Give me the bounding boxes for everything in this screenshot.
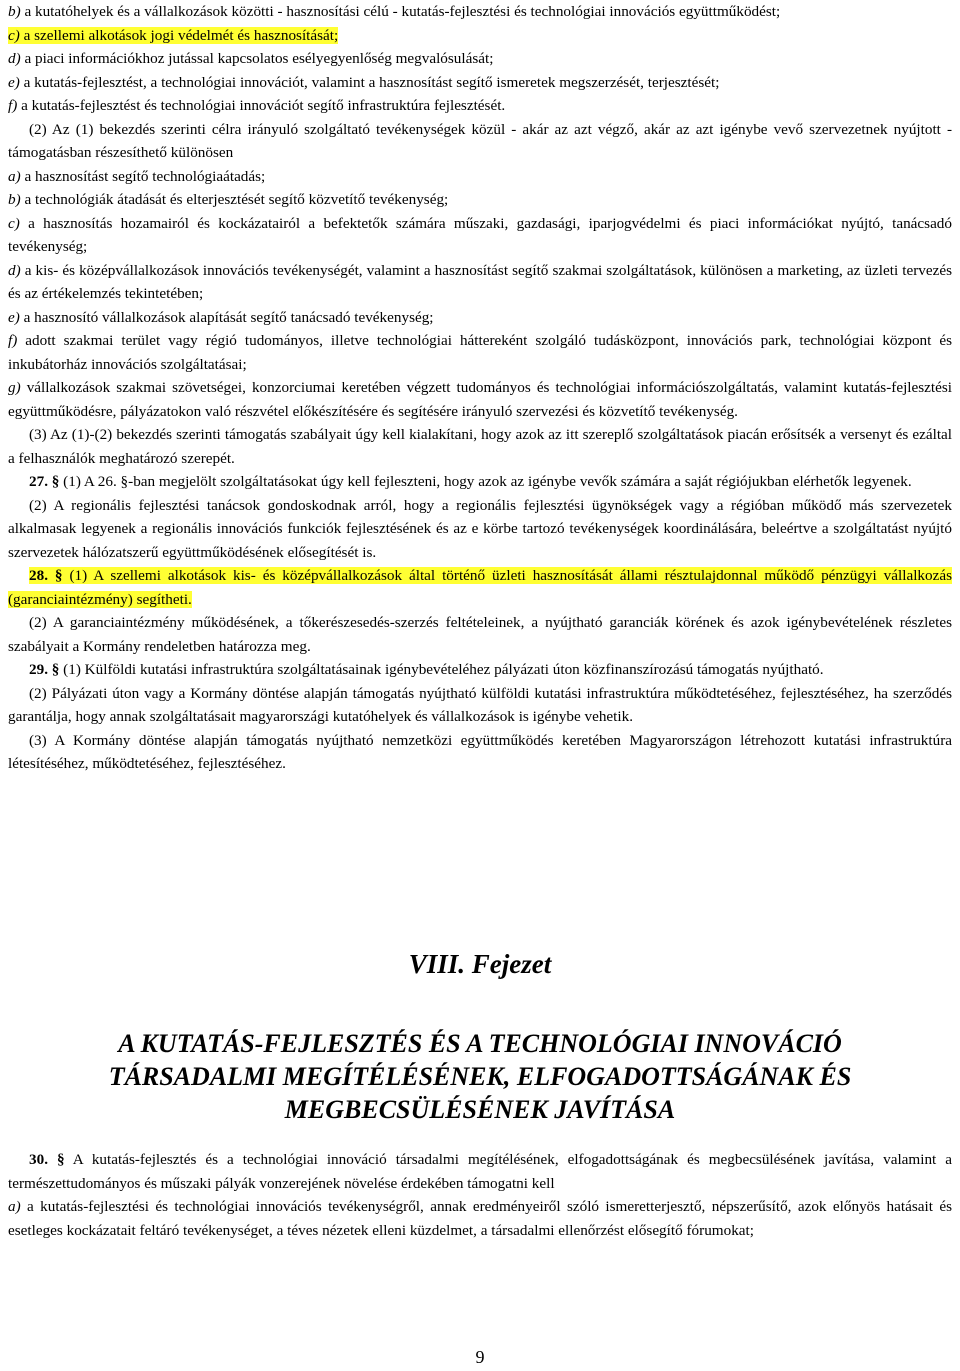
paragraph-3: (3) Az (1)-(2) bekezdés szerinti támogatás szabályait úgy kell kialakítani, hogy azok az itt szereplő szolgáltatások piacán erősítsék a versenyt és ezáltal a felhasználók meghatározó szerepét. bbox=[8, 426, 952, 467]
chapter-title-line: TÁRSADALMI MEGÍTÉLÉSÉNEK, ELFOGADOTTSÁGÁNAK ÉS bbox=[108, 1062, 852, 1091]
document-body-2 bbox=[8, 1148, 952, 1242]
section-27: 27. § (1) A 26. §-ban megjelölt szolgáltatásokat úgy kell fejleszteni, hogy azok az igénybe vevők számára a saját régiójukban elérhetők legyenek. bbox=[29, 473, 912, 490]
item-c bbox=[8, 24, 952, 48]
section-28 bbox=[8, 564, 952, 611]
section-29-p2: (2) Pályázati úton vagy a Kormány döntése alapján támogatás nyújtható külföldi kutatási infrastruktúra működtetéséhez, fejlesztéséhez, ha szerződés garantálja, hogy annak szolgáltatásait magyarországi kutatóhelyek és vállalkozások is igénybe vehetik. bbox=[8, 684, 952, 725]
document-body bbox=[8, 0, 952, 776]
chapter-heading: VIII. Fejezet bbox=[408, 949, 552, 979]
chapter-title bbox=[0, 1027, 960, 1126]
item-a: a) a hasznosítást segítő technológiaátadás; bbox=[8, 167, 266, 185]
section-30: 30. § A kutatás-fejlesztés és a technológiai innováció társadalmi megítélésének, elfogadottságának és megbecsülésének javítása, valamint a természettudományos és műszaki pályák vonzerejének növelése érdekében támogatni kell bbox=[8, 1151, 953, 1192]
item-d: d) a piaci információkhoz jutással kapcsolatos esélyegyenlőség megvalósulását; bbox=[8, 50, 494, 67]
item-f-2: f) adott szakmai terület vagy régió tudományos, illetve technológiai háttereként szolgáló tudásközpont, innovációs park, technológiai központ és inkubátorház innovációs szolgáltatásai; bbox=[8, 332, 952, 373]
item-e-2: e) a hasznosító vállalkozások alapítását segítő tanácsadó tevékenység; bbox=[8, 308, 434, 326]
section-29-p3: (3) A Kormány döntése alapján támogatás nyújtható nemzetközi együttműködés keretében Magyarországon létrehozott kutatási infrastruktúra létesítéséhez, működtetéséhez, fejlesztéséhez. bbox=[8, 731, 952, 772]
item-d-2: d) a kis- és középvállalkozások innovációs tevékenységét, valamint a hasznosítást segítő szakmai szolgáltatások, különösen a marketing, az üzleti tervezés és az értékelemzés tekintetében; bbox=[8, 261, 952, 302]
section-30-item-a: a) a kutatás-fejlesztési és technológiai innovációs tevékenységről, annak eredményeiről szóló ismeretterjesztő, népszerűsítő, azok előnyös hatásait és esetleges kockázatait feltáró tevékenységet, a téves nézetek elleni küzdelmet, a társadalmi ellenőrzést elősegítő fórumokat; bbox=[8, 1198, 952, 1239]
section-29: 29. § (1) Külföldi kutatási infrastruktúra szolgáltatásainak igénybevételéhez pályázati úton közfinanszírozású támogatás nyújtható. bbox=[29, 661, 824, 678]
item-b: b) a kutatóhelyek és a vállalkozások közötti - hasznosítási célú - kutatás-fejlesztési és technológiai innovációs együttműködést; bbox=[8, 3, 781, 20]
section-27-p2: (2) A regionális fejlesztési tanácsok gondoskodnak arról, hogy a regionális fejlesztési ügynökségek vagy a régióban működő más szervezetek alkalmasak legyenek a regionális innovációs funkciók fejlesztésének és az e körbe tartozó tevékenységek koordinálására, beleértve a szolgáltatást nyújtó szervezetek hálózatszerű együttműködésének elősegítését is. bbox=[8, 496, 952, 561]
item-g: g) vállalkozások szakmai szövetségei, konzorciumai keretében végzett tudományos és technológiai információszolgáltatás, valamint kutatás-fejlesztési együttműködésre, pályázatokon való részvétel előkészítésére és segítésére irányuló szervezési és közvetítő tevékenység. bbox=[8, 379, 952, 420]
paragraph-2: (2) Az (1) bekezdés szerinti célra irányuló szolgáltató tevékenységek közül - akár az azt végző, akár az azt igénybe vevő szervezetnek nyújtott - támogatásban részesíthető különösen bbox=[8, 120, 952, 161]
highlighted-text: c) a szellemi alkotások jogi védelmét és hasznosítását; bbox=[8, 26, 339, 44]
item-c-2: c) a hasznosítás hozamairól és kockázatairól a befektetők számára műszaki, gazdasági, iparjogvédelmi és piaci információkat nyújtó, tanácsadó tevékenység; bbox=[8, 214, 952, 255]
chapter-title-line: A KUTATÁS-FEJLESZTÉS ÉS A TECHNOLÓGIAI INNOVÁCIÓ bbox=[118, 1029, 842, 1058]
section-28-p2: (2) A garanciaintézmény működésének, a tőkerészesedés-szerzés feltételeinek, a nyújtható garanciák körének és azok igénybevételének részletes szabályait a Kormány rendeletben határozza meg. bbox=[8, 614, 952, 655]
item-e: e) a kutatás-fejlesztést, a technológiai innovációt, valamint a hasznosítást segítő ismeretek megszerzését, terjesztését; bbox=[8, 73, 720, 91]
highlighted-text: 28. § (1) A szellemi alkotások kis- és középvállalkozások által történő üzleti hasznosítását állami résztulajdonnal működő pénzügyi vállalkozás (garanciaintézmény) segítheti. bbox=[8, 567, 952, 608]
item-b-2: b) a technológiák átadását és elterjesztését segítő közvetítő tevékenység; bbox=[8, 191, 449, 208]
page-number: 9 bbox=[475, 1347, 485, 1367]
chapter-title-line: MEGBECSÜLÉSÉNEK JAVÍTÁSA bbox=[284, 1095, 676, 1124]
item-f: f) a kutatás-fejlesztést és technológiai innovációt segítő infrastruktúra fejlesztését. bbox=[8, 97, 506, 114]
